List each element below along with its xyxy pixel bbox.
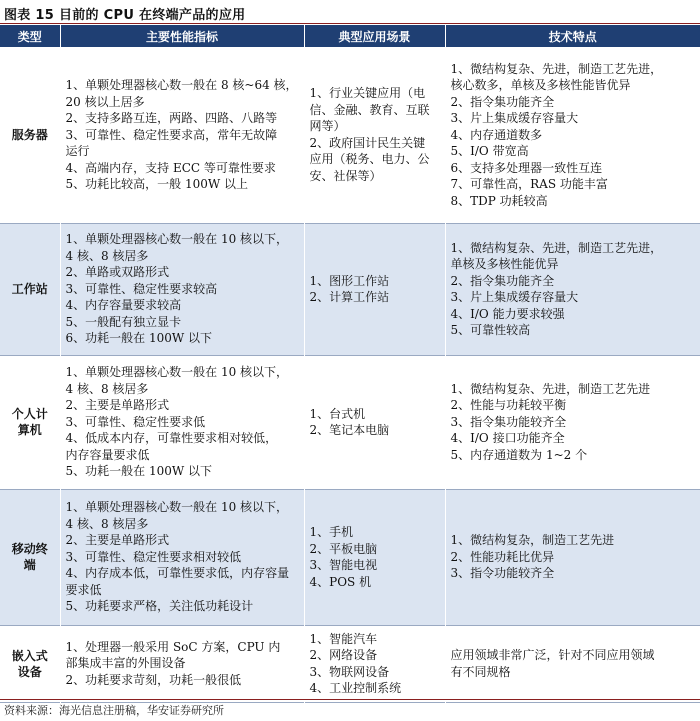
feature-line: 核心数多，单核及多核性能皆优异	[450, 78, 631, 92]
feature-line: 1、微结构复杂、先进，制造工艺先进，	[450, 61, 663, 76]
scenario-line: 3、物联网设备	[309, 664, 390, 679]
metric-line: 3、可靠性、稳定性要求较高	[65, 281, 218, 296]
metric-line: 4 核、8 核居多	[65, 248, 149, 263]
metric-line: 4、低成本内存，可靠性要求相对较低，	[65, 431, 278, 446]
metric-line: 1、单颗处理器核心数一般在 10 核以下，	[65, 365, 289, 380]
row-scenarios-cell	[304, 489, 445, 625]
feature-line: 2、指令集功能齐全	[450, 94, 555, 109]
row-scenarios-cell	[304, 355, 445, 489]
metric-line: 1、单颗处理器核心数一般在 10 核以下，	[65, 500, 289, 515]
scenario-line: 1、台式机	[309, 406, 366, 421]
figure-title: 图表 15 目前的 CPU 在终端产品的应用	[4, 8, 246, 23]
scenario-line: 1、手机	[309, 525, 354, 539]
scenario-line: 4、POS 机	[309, 574, 372, 589]
metric-line: 6、功耗一般在 100W 以下	[65, 331, 213, 346]
header-row	[0, 25, 700, 47]
metric-line: 4、内存成本低，可靠性要求低，内存容量	[65, 566, 290, 581]
scenario-line: 4、工业控制系统	[309, 681, 402, 695]
type-line: 嵌入式	[11, 648, 48, 663]
row-scenarios-cell	[304, 47, 445, 223]
scenario-line: 2、笔记本电脑	[309, 423, 390, 437]
scenario-line: 安、社保等）	[309, 168, 382, 183]
metric-line: 部集成丰富的外围设备	[65, 656, 186, 671]
feature-line: 3、片上集成缓存容量大	[450, 111, 579, 125]
feature-line: 单核及多核性能优异	[450, 257, 559, 271]
metric-line: 4 核、8 核居多	[65, 381, 149, 396]
feature-line: 7、可靠性高，RAS 功能丰富	[450, 177, 608, 191]
type-line: 设备	[17, 664, 42, 679]
row-metrics-cell	[60, 223, 304, 355]
table-row	[0, 625, 700, 702]
feature-line: 2、指令集功能齐全	[450, 273, 555, 288]
row-features-cell	[445, 489, 700, 625]
feature-line: 4、I/O 能力要求较强	[450, 306, 565, 321]
header-metrics: 主要性能指标	[60, 25, 304, 47]
scenario-line: 1、图形工作站	[309, 273, 390, 288]
scenario-line: 2、计算工作站	[309, 290, 390, 304]
metric-line: 2、功耗要求苛刻，功耗一般很低	[65, 672, 242, 687]
header-features: 技术特点	[445, 25, 700, 47]
row-metrics-cell	[60, 355, 304, 489]
feature-line: 3、指令功能较齐全	[450, 566, 555, 581]
scenario-line: 信、金融、教育、互联	[309, 102, 430, 117]
row-type-cell	[0, 47, 60, 223]
metric-line: 5、一般配有独立显卡	[65, 314, 182, 329]
feature-line: 2、性能与功耗较平衡	[450, 398, 567, 413]
type-line: 算机	[17, 423, 42, 437]
row-type-cell	[0, 625, 60, 702]
feature-line: 8、TDP 功耗较高	[450, 193, 548, 208]
table-row	[0, 223, 700, 355]
type-line: 工作站	[11, 282, 48, 296]
row-metrics-cell	[60, 47, 304, 223]
scenario-line: 2、平板电脑	[309, 541, 378, 556]
row-metrics-cell	[60, 489, 304, 625]
feature-line: 6、支持多处理器一致性互连	[450, 160, 603, 175]
metric-line: 2、支持多路互连，两路、四路、八路等	[65, 111, 278, 125]
scenario-line: 2、网络设备	[309, 648, 378, 662]
metric-line: 20 核以上居多	[65, 94, 145, 109]
feature-line: 5、可靠性较高	[450, 323, 531, 337]
table-row	[0, 47, 700, 223]
row-features-cell	[445, 47, 700, 223]
header-type: 类型	[0, 25, 60, 47]
type-line: 个人计	[11, 407, 48, 421]
table-row	[0, 489, 700, 625]
metric-line: 3、可靠性、稳定性要求相对较低	[65, 549, 242, 564]
header-scenarios: 典型应用场景	[304, 25, 445, 47]
row-features-cell	[445, 223, 700, 355]
metric-line: 1、单颗处理器核心数一般在 10 核以下，	[65, 232, 289, 247]
metric-line: 2、主要是单路形式	[65, 533, 170, 548]
bottom-rule	[0, 699, 700, 700]
feature-line: 3、片上集成缓存容量大	[450, 290, 579, 304]
cpu-application-table	[0, 25, 700, 703]
metric-line: 3、可靠性、稳定性要求高，常年无故障	[65, 127, 278, 142]
row-metrics-cell	[60, 625, 304, 702]
feature-line: 应用领域非常广泛，针对不同应用领域	[450, 648, 655, 662]
row-type-cell	[0, 489, 60, 625]
metric-line: 2、主要是单路形式	[65, 398, 170, 413]
scenario-line: 网等）	[309, 119, 346, 134]
metric-line: 1、处理器一般采用 SoC 方案，CPU 内	[65, 639, 281, 654]
source-note: 资料来源：海光信息注册稿，华安证券研究所	[4, 704, 224, 717]
metric-line: 2、单路或双路形式	[65, 265, 170, 280]
scenario-line: 2、政府国计民生关键	[309, 135, 426, 150]
metric-line: 4、内存容量要求较高	[65, 298, 182, 313]
feature-line: 4、内存通道数多	[450, 127, 543, 142]
feature-line: 5、内存通道数为 1~2 个	[450, 447, 588, 462]
scenario-line: 应用（税务、电力、公	[309, 152, 430, 167]
title-rule	[0, 23, 700, 24]
metric-line: 运行	[65, 144, 90, 158]
feature-line: 3、指令集功能较齐全	[450, 414, 567, 429]
feature-line: 有不同规格	[450, 664, 511, 679]
row-features-cell	[445, 355, 700, 489]
feature-line: 1、微结构复杂、先进，制造工艺先进	[450, 381, 651, 396]
metric-line: 4 核、8 核居多	[65, 516, 149, 531]
type-line: 移动终	[11, 542, 48, 556]
feature-line: 1、微结构复杂、先进，制造工艺先进，	[450, 240, 663, 255]
metric-line: 4、高端内存，支持 ECC 等可靠性要求	[65, 160, 276, 175]
row-features-cell	[445, 625, 700, 702]
feature-line: 4、I/O 接口功能齐全	[450, 431, 565, 446]
metric-line: 3、可靠性、稳定性要求低	[65, 414, 206, 429]
metric-line: 5、功耗比较高，一般 100W 以上	[65, 177, 249, 191]
type-line: 服务器	[11, 127, 48, 142]
table-row	[0, 355, 700, 489]
feature-line: 1、微结构复杂，制造工艺先进	[450, 533, 615, 548]
scenario-line: 3、智能电视	[309, 558, 378, 572]
row-scenarios-cell	[304, 223, 445, 355]
metric-line: 1、单颗处理器核心数一般在 8 核~64 核，	[65, 78, 298, 92]
metric-line: 要求低	[65, 582, 102, 597]
metric-line: 内存容量要求低	[65, 447, 150, 462]
type-line: 端	[23, 558, 36, 572]
feature-line: 2、性能功耗比优异	[450, 549, 555, 564]
feature-line: 5、I/O 带宽高	[450, 144, 529, 158]
row-type-cell	[0, 355, 60, 489]
scenario-line: 1、智能汽车	[309, 631, 378, 646]
metric-line: 5、功耗一般在 100W 以下	[65, 464, 213, 479]
row-type-cell	[0, 223, 60, 355]
row-scenarios-cell	[304, 625, 445, 702]
metric-line: 5、功耗要求严格，关注低功耗设计	[65, 599, 254, 614]
scenario-line: 1、行业关键应用（电	[309, 86, 426, 101]
